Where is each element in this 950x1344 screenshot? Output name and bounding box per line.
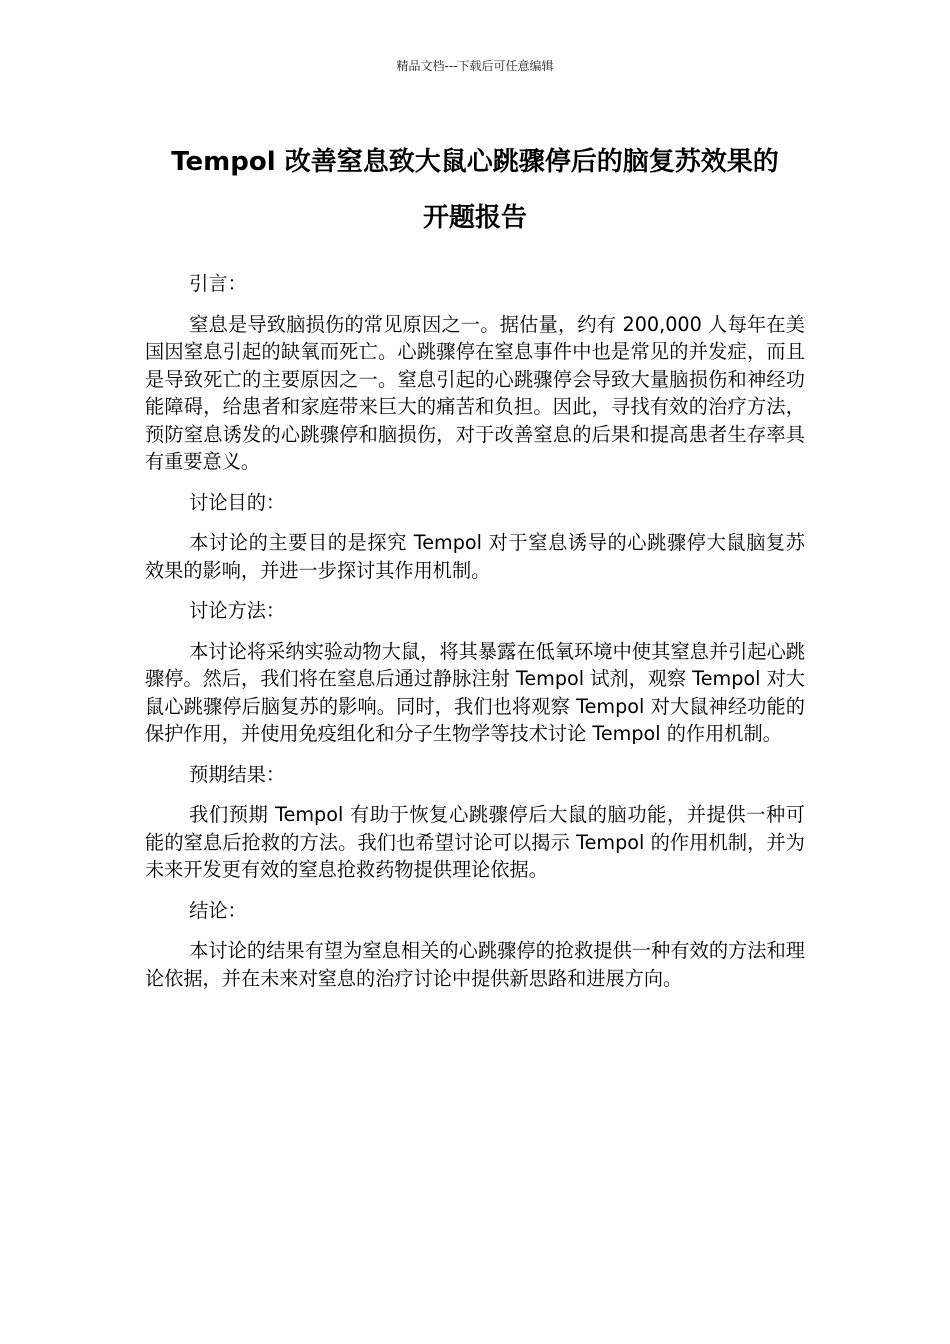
section-text-expected-results: 我们预期 Tempol 有助于恢复心跳骤停后大鼠的脑功能，并提供一种可能的窒息后抢救的方法。我们也希望讨论可以揭示 Tempol 的作用机制，并为未来开发更有效的窒息抢救药物提供理论依据。: [145, 803, 805, 881]
section-heading-intro: 引言：: [189, 272, 247, 295]
section-heading-conclusion: 结论：: [189, 898, 247, 922]
section-text-intro: 窒息是导致脑损伤的常见原因之一。据估量，约有 200,000 人每年在美国因窒息引起的缺氧而死亡。心跳骤停在窒息事件中也是常见的并发症，而且是导致死亡的主要原因之一。窒息引起的心跳骤停会导致大量脑损伤和神经功能障碍，给患者和家庭带来巨大的痛苦和负担。因此，寻找有效的治疗方法，预防窒息诱发的心跳骤停和脑损伤，对于改善窒息的后果和提高患者生存率具有重要意义。: [145, 312, 805, 473]
document-title: [140, 134, 810, 246]
section-text-methods: 本讨论将采纳实验动物大鼠，将其暴露在低氧环境中使其窒息并引起心跳骤停。然后，我们将在窒息后通过静脉注射 Tempol 试剂，观察 Tempol 对大鼠心跳骤停后脑复苏的影响。同时，我们也将观察 Tempol 对大鼠神经功能的保护作用，并使用免疫组化和分子生物学等技术讨论 Tempol 的作用机制。: [145, 639, 805, 745]
document-body: [145, 270, 805, 1005]
section-text-conclusion: 本讨论的结果有望为窒息相关的心跳骤停的抢救提供一种有效的方法和理论依据，并在未来对窒息的治疗讨论中提供新思路和进展方向。: [145, 939, 805, 990]
section-text-purpose: 本讨论的主要目的是探究 Tempol 对于窒息诱导的心跳骤停大鼠脑复苏效果的影响，并进一步探讨其作用机制。: [145, 531, 805, 582]
header-note: 精品文档---下载后可任意编辑: [396, 59, 554, 73]
title-line-1: Tempol 改善窒息致大鼠心跳骤停后的脑复苏效果的: [171, 147, 779, 177]
section-heading-purpose: 讨论目的：: [189, 490, 286, 514]
title-line-2: 开题报告: [422, 203, 527, 233]
section-heading-methods: 讨论方法：: [189, 599, 286, 622]
section-heading-expected-results: 预期结果：: [189, 762, 286, 786]
